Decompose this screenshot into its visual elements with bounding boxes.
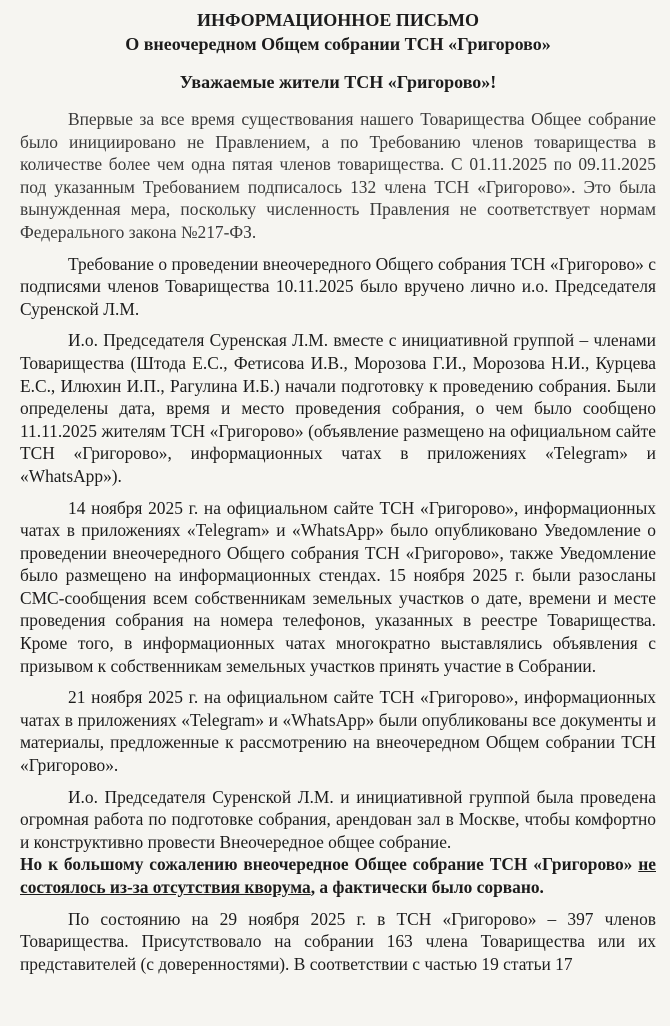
document-title: ИНФОРМАЦИОННОЕ ПИСЬМО <box>196 10 479 30</box>
document-subtitle: О внеочередном Общем собрании ТСН «Григорово» <box>125 34 551 54</box>
emphasis-no-quorum: не состоялось из-за отсутствия кворума <box>20 854 656 897</box>
emphasis-disrupted: , а фактически было сорвано. <box>310 877 544 897</box>
paragraph-initiation: Впервые за все время существования нашего Товарищества Общее собрание было инициировано не Правлением, а по Требованию членов товарищества в количестве более чем одна пятая членов товарищества. С 01.11.2025 по 09.11.2025 под указанным Требованием подписалось 132 члена ТСН «Григорово». Это была вынужденная мера, поскольку численность Правления не соответствует нормам Федерального закона №217-ФЗ. <box>20 109 656 242</box>
paragraph-attendance: По состоянию на 29 ноября 2025 г. в ТСН «Григорово» – 397 членов Товарищества. Присутствовало на собрании 163 члена Товарищества или их представителей (с доверенностями). В соответствии с частью 19 статьи 17 <box>20 908 656 974</box>
paragraph-work-done: И.о. Председателя Суренской Л.М. и инициативной группой была проведена огромная работа по подготовке собрания, арендован зал в Москве, чтобы комфортно и конструктивно провести Внеочередное общее собрание. <box>20 786 656 852</box>
emphasis-regret: Но к большому сожалению внеочередное Общее собрание ТСН «Григорово» <box>20 854 633 875</box>
paragraph-documents-published: 21 ноября 2025 г. на официальном сайте ТСН «Григорово», информационных чатах в приложениях «Telegram» и «WhatsApp» были опубликованы все документы и материалы, предложенные к рассмотрению на внеочередном Общем собрании ТСН «Григорово». <box>20 687 656 776</box>
paragraph-notification: 14 ноября 2025 г. на официальном сайте ТСН «Григорово», информационных чатах в приложениях «Telegram» и «WhatsApp» было опубликовано Уведомление о проведении внеочередного Общего собрания ТСН «Григорово», также Уведомление было размещено на информационных стендах. 15 ноября 2025 г. были разосланы СМС-сообщения всем собственникам земельных участков о дате, времени и месте проведения собрания на номера телефонов, указанных в реестре Товарищества. Кроме того, в информационных чатах многократно выставлялись объявления с призывом к собственникам земельных участков принять участие в Собрании. <box>20 497 656 676</box>
paragraph-meeting-failed <box>20 853 656 898</box>
paragraph-requirement-delivered: Требование о проведении внеочередного Общего собрания ТСН «Григорово» с подписями членов Товарищества 10.11.2025 было вручено лично и.о. Председателя Суренской Л.М. <box>20 253 656 319</box>
paragraph-preparation: И.о. Председателя Суренская Л.М. вместе с инициативной группой – членами Товарищества (Штода Е.С., Фетисова И.В., Морозова Г.И., Морозова Н.И., Курцева Е.С., Илюхин И.П., Рагулина И.Б.) начали подготовку к проведению собрания. Были определены дата, время и место проведения собрания, о чем было сообщено 11.11.2025 жителям ТСН «Григорово» (объявление размещено на официальном сайте ТСН «Григорово», информационных чатах в приложениях «Telegram» и «WhatsApp»). <box>20 330 656 486</box>
greeting: Уважаемые жители ТСН «Григорово»! <box>179 72 497 92</box>
